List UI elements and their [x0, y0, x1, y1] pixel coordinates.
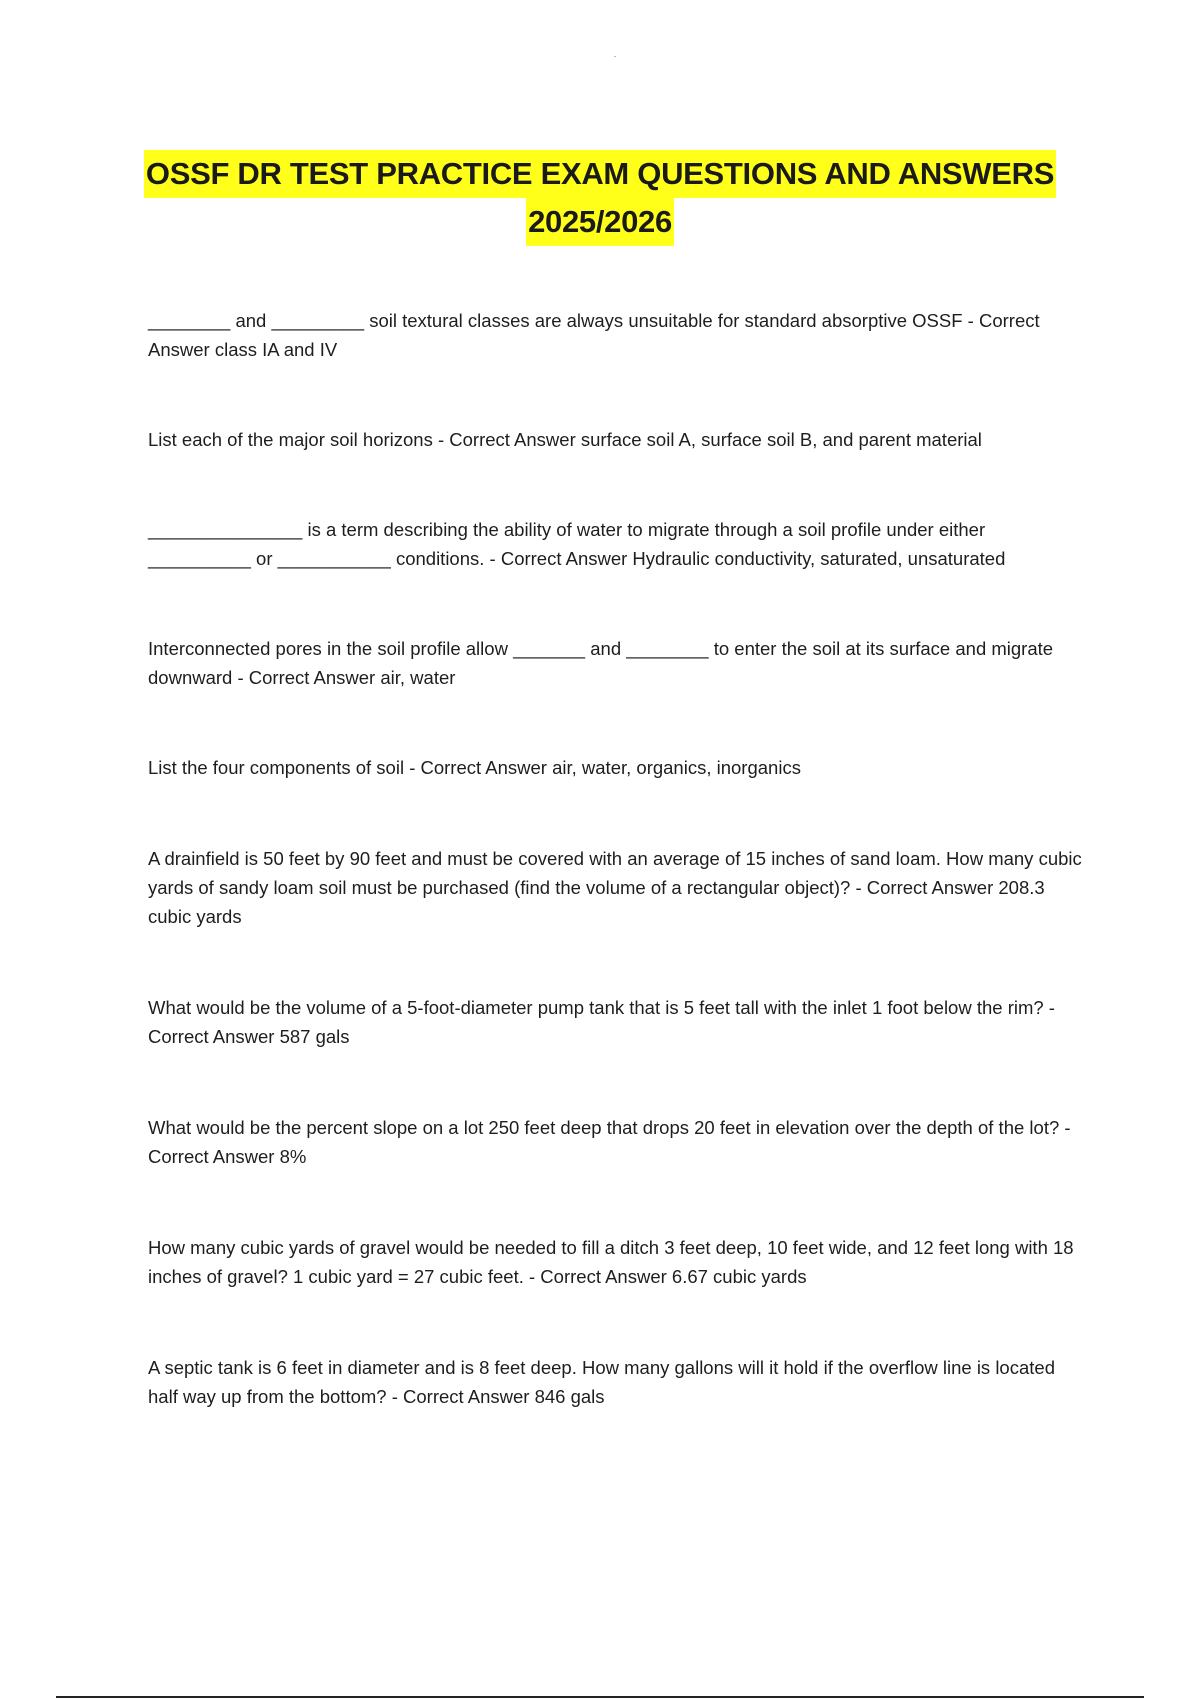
question-7 — [148, 993, 1088, 1051]
question-text: How many cubic yards of gravel would be needed to fill a ditch 3 feet deep, 10 feet wide, and 12 feet long with 18 inches of gravel? 1 cubic yard = 27 cubic feet. - Correct Answer 6.67 cubic yards — [148, 1237, 1074, 1287]
question-text: List each of the major soil horizons - Correct Answer surface soil A, surface soil B, and parent material — [148, 429, 982, 450]
question-text: soil textural classes are always unsuitable for standard absorptive OSSF - Correct Answer class IA and IV — [148, 310, 1040, 360]
blank: ___________ — [277, 548, 391, 569]
title-line-1: OSSF DR TEST PRACTICE EXAM QUESTIONS AND ANSWERS — [144, 150, 1056, 198]
blank: ________ — [626, 638, 709, 659]
blank: _______ — [513, 638, 586, 659]
bottom-rule — [56, 1696, 1144, 1698]
blank: _______________ — [148, 519, 303, 540]
question-1 — [148, 306, 1088, 364]
question-2 — [148, 425, 1088, 454]
question-text: conditions. - Correct Answer Hydraulic conductivity, saturated, unsaturated — [390, 548, 1006, 569]
question-10 — [148, 1353, 1088, 1411]
question-text: or — [250, 548, 278, 569]
question-text: is a term describing the ability of water to migrate through a soil profile under either — [302, 519, 986, 540]
scan-speck — [614, 56, 616, 57]
question-text: A drainfield is 50 feet by 90 feet and must be covered with an average of 15 inches of sand loam. How many cubic yards of sandy loam soil must be purchased (find the volume of a rectangular object)? - Correct Answer 208.3 cubic yards — [148, 848, 1082, 927]
question-4 — [148, 634, 1088, 692]
blank: ________ — [148, 310, 231, 331]
question-5 — [148, 753, 1088, 782]
question-6 — [148, 844, 1088, 931]
blank: __________ — [148, 548, 251, 569]
question-text: What would be the percent slope on a lot 250 feet deep that drops 20 feet in elevation over the depth of the lot? - Correct Answer 8% — [148, 1117, 1071, 1167]
question-text: and — [585, 638, 627, 659]
question-text: A septic tank is 6 feet in diameter and is 8 feet deep. How many gallons will it hold if the overflow line is located half way up from the bottom? - Correct Answer 846 gals — [148, 1357, 1055, 1407]
blank: _________ — [271, 310, 365, 331]
question-3 — [148, 515, 1088, 573]
question-text: What would be the volume of a 5-foot-diameter pump tank that is 5 feet tall with the inlet 1 foot below the rim? - Correct Answer 587 gals — [148, 997, 1055, 1047]
page-title — [0, 150, 1200, 246]
question-text: and — [230, 310, 272, 331]
question-9 — [148, 1233, 1088, 1291]
question-8 — [148, 1113, 1088, 1171]
question-text: Interconnected pores in the soil profile allow — [148, 638, 514, 659]
title-line-2: 2025/2026 — [526, 198, 674, 246]
question-text: to enter the soil at its surface and migrate downward - Correct Answer air, water — [148, 638, 1054, 688]
question-text: List the four components of soil - Correct Answer air, water, organics, inorganics — [148, 757, 801, 778]
